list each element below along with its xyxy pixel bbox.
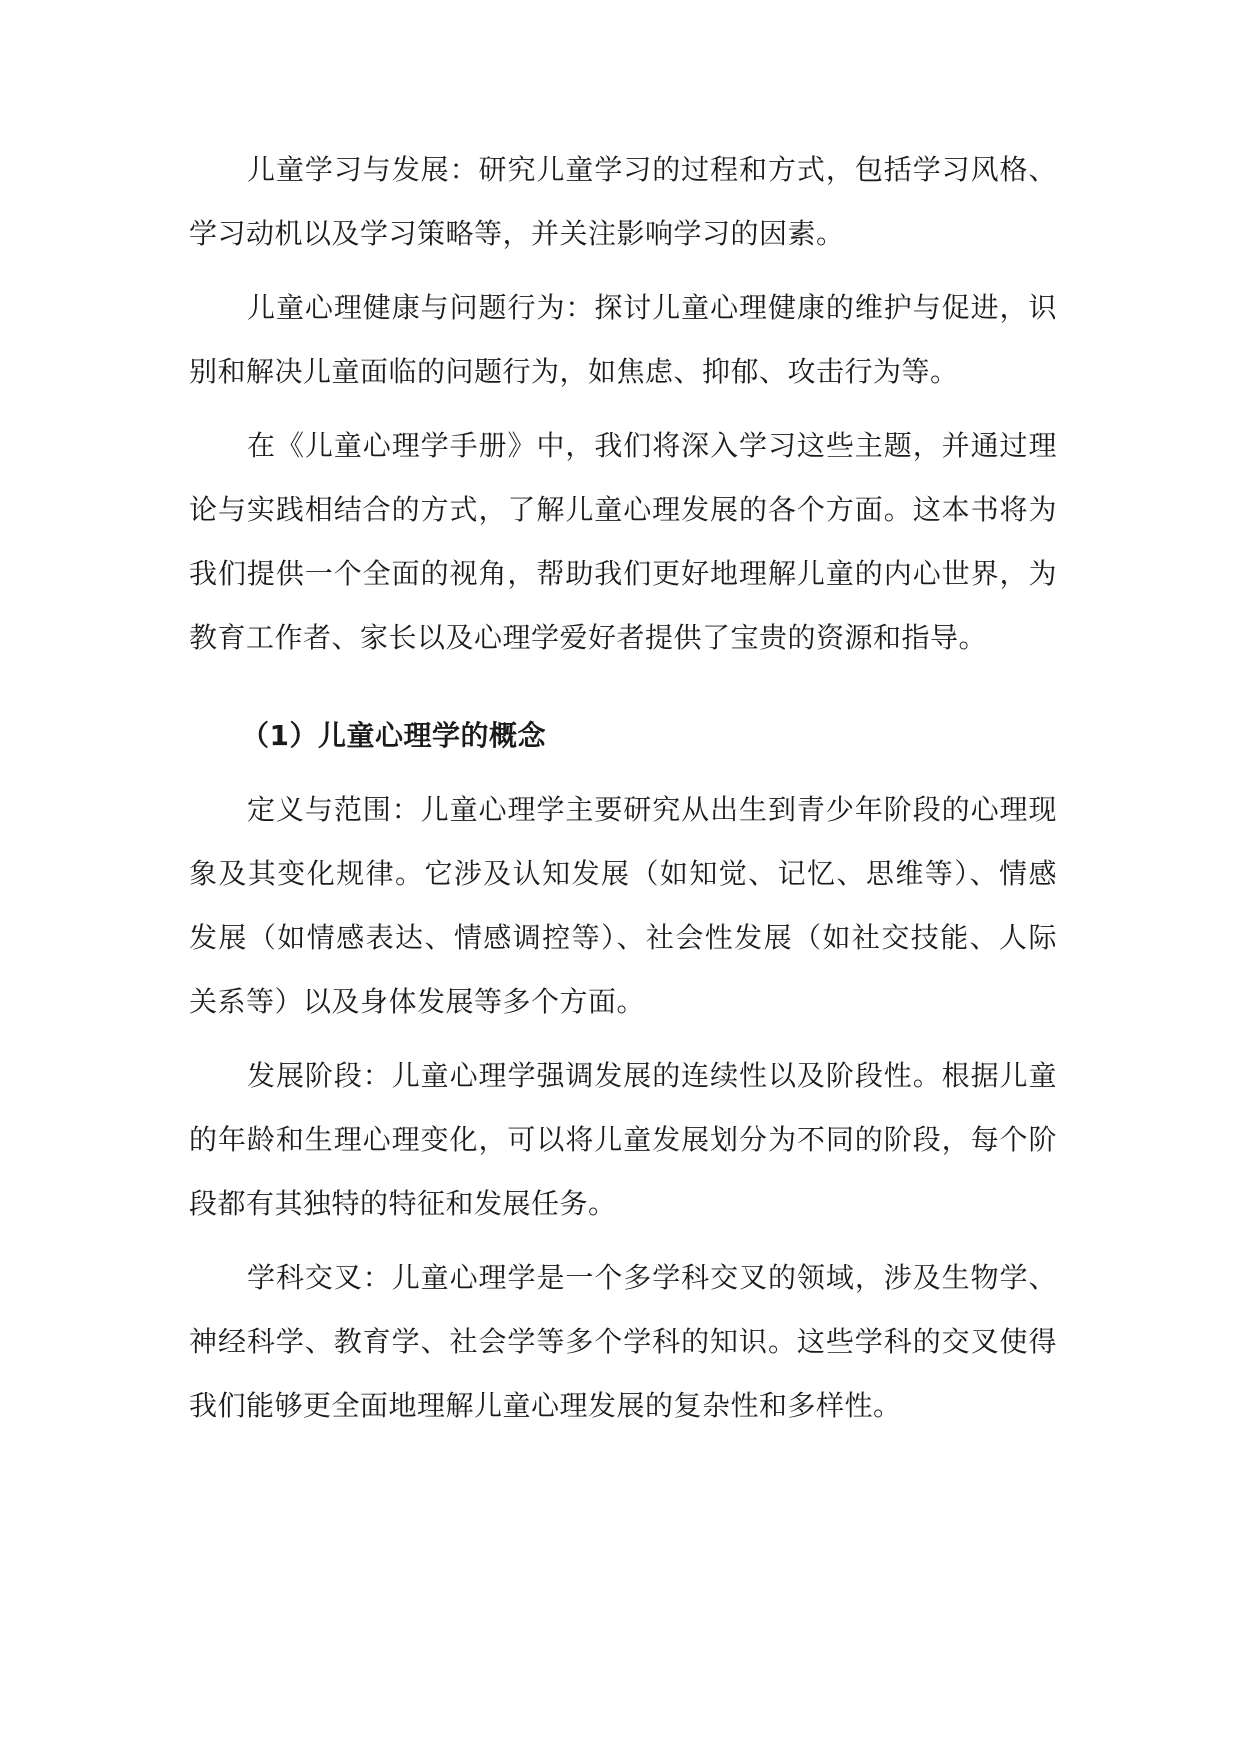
paragraph-development-stages: 发展阶段：儿童心理学强调发展的连续性以及阶段性。根据儿童的年龄和生理心理变化，可以将儿童发展划分为不同的阶段，每个阶段都有其独特的特征和发展任务。	[189, 1059, 1057, 1220]
section-heading: （1）儿童心理学的概念	[241, 719, 546, 752]
paragraph-interdisciplinary: 学科交叉：儿童心理学是一个多学科交叉的领域，涉及生物学、神经科学、教育学、社会学等多个学科的知识。这些学科的交叉使得我们能够更全面地理解儿童心理发展的复杂性和多样性。	[189, 1261, 1057, 1422]
paragraph-mental-health: 儿童心理健康与问题行为：探讨儿童心理健康的维护与促进，识别和解决儿童面临的问题行为，如焦虑、抑郁、攻击行为等。	[189, 291, 1057, 388]
paragraph-definition-scope: 定义与范围：儿童心理学主要研究从出生到青少年阶段的心理现象及其变化规律。它涉及认知发展（如知觉、记忆、思维等）、情感发展（如情感表达、情感调控等）、社会性发展（如社交技能、人际关系等）以及身体发展等多个方面。	[189, 793, 1057, 1018]
paragraph-child-learning: 儿童学习与发展：研究儿童学习的过程和方式，包括学习风格、学习动机以及学习策略等，并关注影响学习的因素。	[189, 153, 1057, 250]
paragraph-handbook-intro: 在《儿童心理学手册》中，我们将深入学习这些主题，并通过理论与实践相结合的方式，了解儿童心理发展的各个方面。这本书将为我们提供一个全面的视角，帮助我们更好地理解儿童的内心世界，为教育工作者、家长以及心理学爱好者提供了宝贵的资源和指导。	[189, 429, 1057, 654]
document-body	[189, 138, 1057, 1448]
